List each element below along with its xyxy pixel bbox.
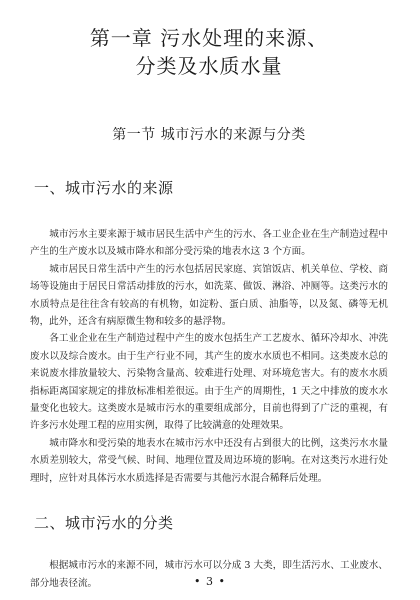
- heading-sewage-classification: 二、城市污水的分类: [34, 514, 174, 533]
- chapter-title-line-2: 分类及水质水量: [135, 54, 283, 78]
- paragraph: 城市降水和受污染的地表水在城市污水中还没有占到很大的比例，这类污水水量水质差别较大，常受气候、时间、地理位置及周边环境的影响。在对这类污水进行处理时，应针对具体污水水质选择是否需要与其他污水混合稀释后处理。: [30, 437, 388, 484]
- section-title: 第一节 城市污水的来源与分类: [112, 127, 306, 143]
- page-number: • 3 •: [194, 575, 226, 588]
- chapter-title: [30, 24, 388, 80]
- chapter-title-line-1: 第一章 污水处理的来源、: [89, 26, 329, 50]
- paragraph: 根据城市污水的来源不同，城市污水可以分成 3 大类，即生活污水、工业废水、部分地表径流。: [30, 560, 388, 589]
- paragraph: 各工业企业在生产制造过程中产生的废水包括生产工艺废水、循环冷却水、冲洗废水以及综合废水。由于生产行业不同，其产生的废水水质也不相同。这类废水总的来说废水排放量较大、污染物含量高、较难进行处理、对环境危害大。有的废水水质指标距离国家规定的排放标准相差很远。由于生产的周期性，1 天之中排放的废水水量变化也较大。这类废水是城市污水的重要组成部分，目前也得到了广泛的重视，有许多污水处理工程的应用实例，取得了比较满意的处理效果。: [30, 333, 388, 432]
- paragraph: 城市居民日常生活中产生的污水包括居民家庭、宾馆饭店、机关单位、学校、商场等设施由于居民日常活动排放的污水，如洗菜、做饭、淋浴、冲厕等。这类污水的水质特点是往往含有较高的有机物，如淀粉、蛋白质、油脂等，以及氮、磷等无机物，此外，还含有病原微生物和较多的悬浮物。: [30, 263, 388, 328]
- sources-body: [30, 226, 388, 487]
- heading-sewage-sources: 一、城市污水的来源: [34, 179, 174, 197]
- paragraph: 城市污水主要来源于城市居民生活中产生的污水、各工业企业在生产制造过程中产生的生产废水以及城市降水和部分受污染的地表水这 3 个方面。: [30, 229, 388, 258]
